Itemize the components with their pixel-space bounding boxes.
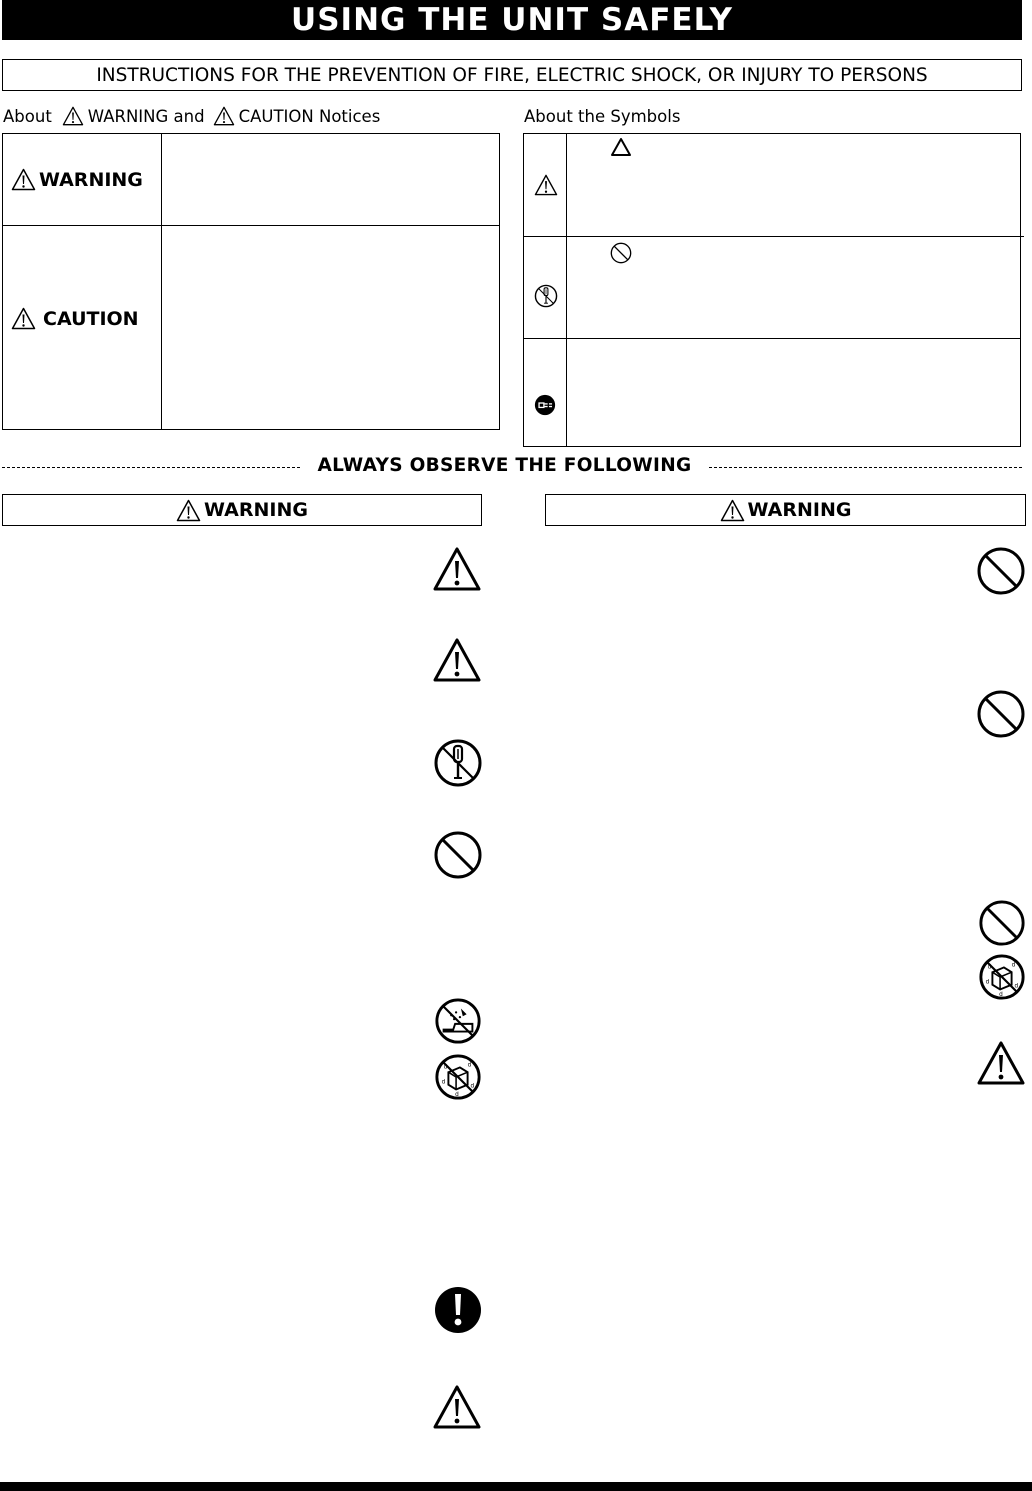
always-observe-text: ALWAYS OBSERVE THE FOLLOWING bbox=[317, 455, 692, 476]
symbols-heading: About the Symbols bbox=[524, 106, 681, 126]
small-triangle-icon bbox=[610, 137, 632, 157]
no-disassembly-icon bbox=[433, 738, 483, 788]
unplug-icon bbox=[534, 394, 556, 416]
right-warning-banner: WARNING bbox=[545, 494, 1026, 526]
notices-heading-caution: CAUTION Notices bbox=[238, 106, 381, 126]
prohibited-icon bbox=[433, 830, 483, 880]
caution-triangle-icon bbox=[432, 546, 482, 592]
left-warning-banner: WARNING bbox=[2, 494, 482, 526]
warning-notice-label: WARNING bbox=[11, 168, 143, 191]
caution-triangle-icon bbox=[534, 174, 558, 196]
prohibited-icon bbox=[610, 242, 632, 264]
caution-triangle-icon bbox=[213, 106, 235, 126]
caution-triangle-icon bbox=[976, 1040, 1026, 1086]
symbols-table bbox=[523, 133, 1021, 447]
notices-heading-warning: WARNING and bbox=[87, 106, 205, 126]
footer-bar bbox=[0, 1482, 1032, 1491]
caution-triangle-icon bbox=[432, 637, 482, 683]
notices-table bbox=[2, 133, 500, 430]
mandatory-action-icon bbox=[433, 1285, 483, 1335]
prohibited-icon bbox=[978, 899, 1026, 947]
caution-triangle-icon bbox=[11, 307, 36, 330]
warning-triangle-icon bbox=[11, 168, 36, 191]
page-title: USING THE UNIT SAFELY bbox=[2, 0, 1022, 40]
prohibited-icon bbox=[976, 546, 1026, 596]
notices-heading-prefix: About bbox=[3, 106, 52, 126]
caution-triangle-icon bbox=[432, 1384, 482, 1430]
no-wet-location-icon bbox=[978, 953, 1026, 1001]
subtitle-banner: INSTRUCTIONS FOR THE PREVENTION OF FIRE, ELECTRIC SHOCK, OR INJURY TO PERSONS bbox=[2, 59, 1022, 91]
always-observe-heading bbox=[2, 455, 1022, 481]
no-disassembly-icon bbox=[534, 284, 558, 308]
warning-triangle-icon bbox=[62, 106, 84, 126]
warning-triangle-icon bbox=[720, 499, 745, 522]
warning-triangle-icon bbox=[176, 499, 201, 522]
notices-heading bbox=[3, 104, 380, 128]
no-water-splash-icon bbox=[434, 997, 482, 1045]
no-wet-location-icon bbox=[434, 1053, 482, 1101]
prohibited-icon bbox=[976, 689, 1026, 739]
caution-notice-label: CAUTION bbox=[11, 307, 139, 330]
